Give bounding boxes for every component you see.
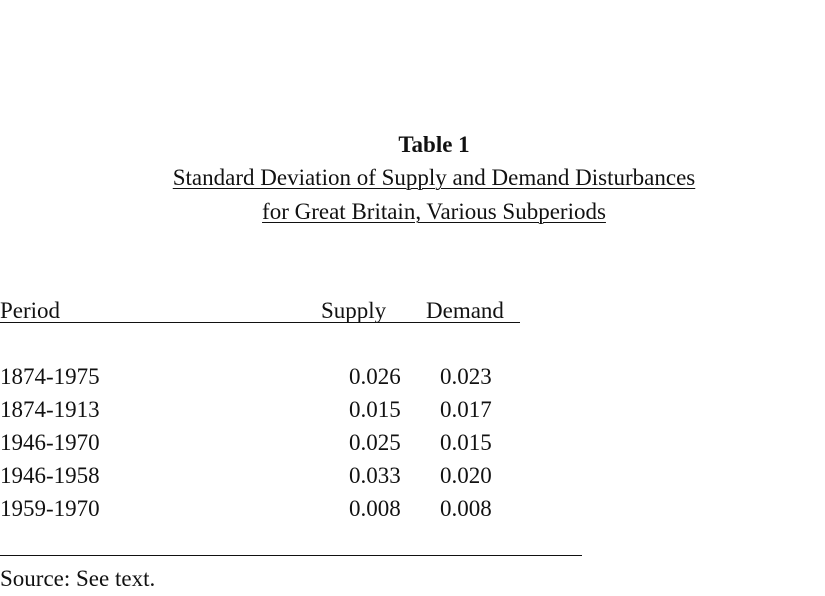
table-subtitle-line-2 xyxy=(0,197,825,227)
supply-cell: 0.033 xyxy=(349,463,401,488)
supply-cell: 0.008 xyxy=(349,496,401,521)
demand-cell: 0.023 xyxy=(440,364,492,389)
demand-cell: 0.020 xyxy=(440,463,492,488)
table-subtitle-line-1 xyxy=(0,163,825,193)
subtitle-line-1-text: Standard Deviation of Supply and Demand Disturbances xyxy=(172,165,696,190)
supply-cell: 0.025 xyxy=(349,430,401,455)
supply-cell: 0.026 xyxy=(349,364,401,389)
demand-cell: 0.015 xyxy=(440,430,492,455)
period-cell: 1874-1975 xyxy=(0,364,100,389)
period-cell: 1874-1913 xyxy=(0,397,100,422)
column-header-demand: Demand xyxy=(426,298,504,323)
period-cell: 1946-1970 xyxy=(0,430,100,455)
demand-cell: 0.008 xyxy=(440,496,492,521)
supply-cell: 0.015 xyxy=(349,397,401,422)
table-title: Table 1 xyxy=(398,132,470,157)
period-cell: 1946-1958 xyxy=(0,463,100,488)
column-header-period: Period xyxy=(0,298,61,323)
period-cell: 1959-1970 xyxy=(0,496,100,521)
column-header-supply: Supply xyxy=(321,298,387,323)
table-bottom-rule xyxy=(0,555,582,556)
demand-cell: 0.017 xyxy=(440,397,492,422)
header-underline-rule xyxy=(0,322,520,323)
subtitle-line-2-text: for Great Britain, Various Subperiods xyxy=(262,199,606,224)
source-note: Source: See text. xyxy=(0,566,156,591)
